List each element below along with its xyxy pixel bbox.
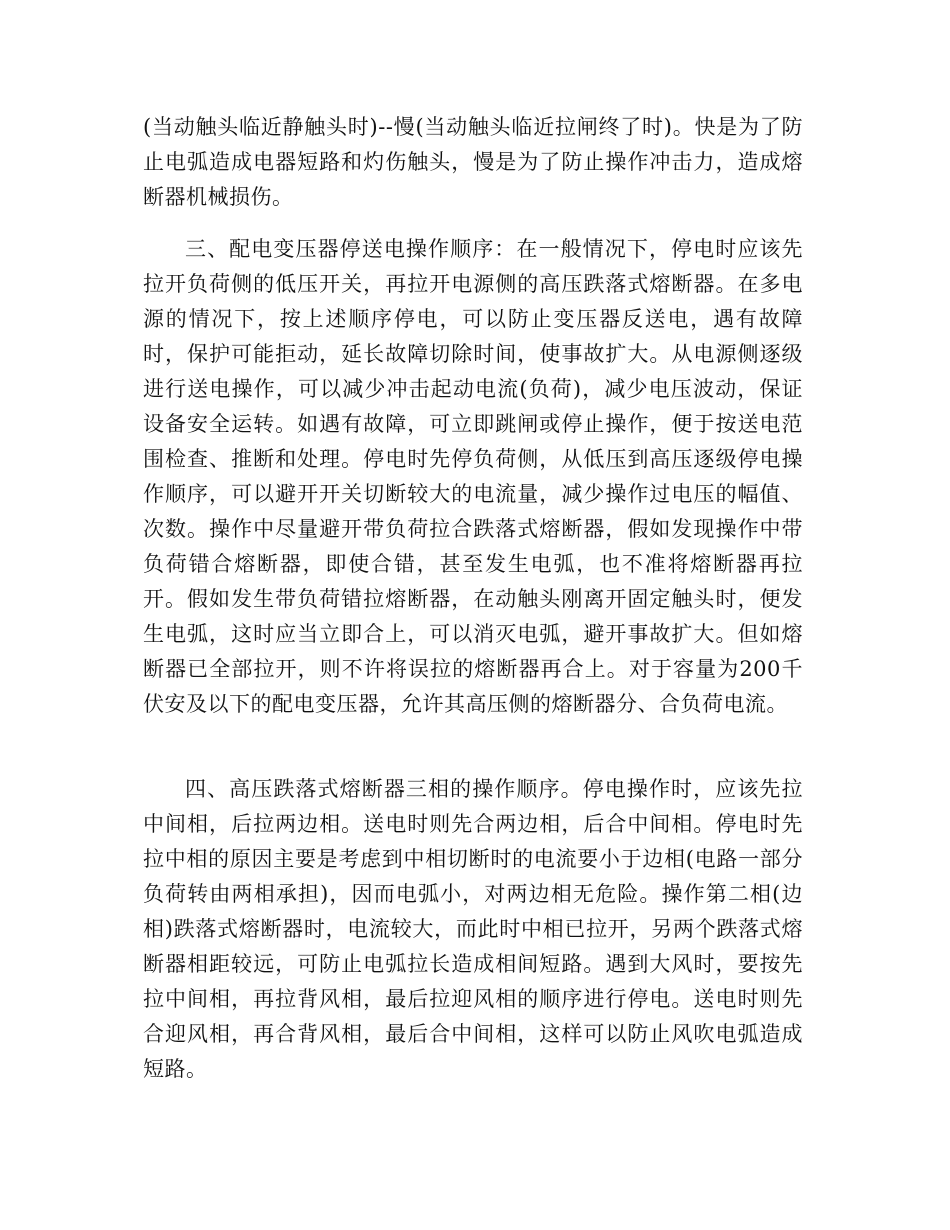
paragraph-text: (当动触头临近静触头时)--慢(当动触头临近拉闸终了时)。快是为了防止电弧造成电器短路和灼伤触头，慢是为了防止操作冲击力，造成熔断器机械损伤。 [143, 115, 803, 209]
paragraph-text: 三、配电变压器停送电操作顺序：在一般情况下，停电时应该先拉开负荷侧的低压开关，再拉开电源侧的高压跌落式熔断器。在多电源的情况下，按上述顺序停电，可以防止变压器反送电，遇有故障时，保护可能拒动，延长故障切除时间，使事故扩大。从电源侧逐级进行送电操作，可以减少冲击起动电流(负荷)，减少电压波动，保证设备安全运转。如遇有故障，可立即跳闸或停止操作，便于按送电范围检查、推断和处理。停电时先停负荷侧，从低压到高压逐级停电操作顺序，可以避开开关切断较大的电流量，减少操作过电压的幅值、次数。操作中尽量避开带负荷拉合跌落式熔断器，假如发现操作中带负荷错合熔断器，即使合错，甚至发生电弧，也不准将熔断器再拉开。假如发生带负荷错拉熔断器，在动触头刚离开固定触头时，便发生电弧，这时应当立即合上，可以消灭电弧，避开事故扩大。但如熔断器已全部拉开，则不许将误拉的熔断器再合上。对于容量为200千伏安及以下的配电变压器，允许其高压侧的熔断器分、合负荷电流。 [143, 237, 803, 716]
paragraph-section-three [143, 232, 803, 722]
paragraph-section-four [143, 772, 803, 1087]
paragraph-continuation [143, 110, 803, 215]
paragraph-text: 四、高压跌落式熔断器三相的操作顺序。停电操作时，应该先拉中间相，后拉两边相。送电时则先合两边相，后合中间相。停电时先拉中相的原因主要是考虑到中相切断时的电流要小于边相(电路一部分负荷转由两相承担)，因而电弧小，对两边相无危险。操作第二相(边相)跌落式熔断器时，电流较大，而此时中相已拉开，另两个跌落式熔断器相距较远，可防止电弧拉长造成相间短路。遇到大风时，要按先拉中间相，再拉背风相，最后拉迎风相的顺序进行停电。送电时则先合迎风相，再合背风相，最后合中间相，这样可以防止风吹电弧造成短路。 [143, 777, 803, 1081]
